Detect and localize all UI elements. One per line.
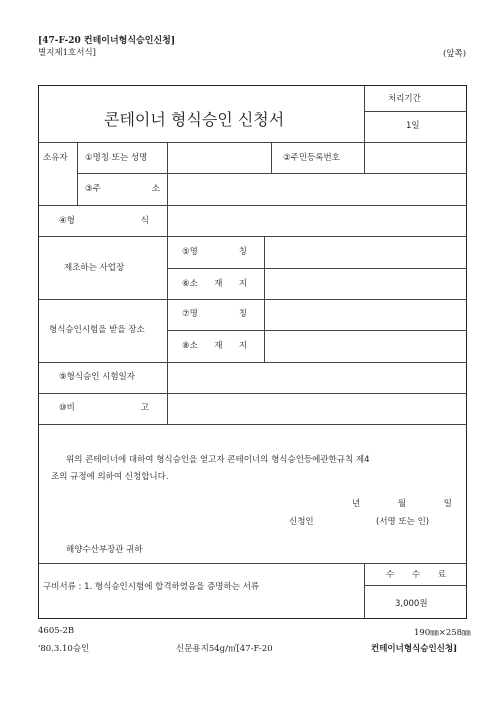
footer-form-name: 컨테이너형식승인신청] bbox=[371, 644, 458, 654]
owner-label: 소유자 bbox=[43, 153, 68, 163]
attachment-label: 별지제1호서식] bbox=[38, 48, 96, 58]
fee-label: 수 수 료 bbox=[386, 570, 446, 580]
form-code: [47-F-20 컨테이너형식승인신청] bbox=[38, 36, 176, 46]
date-line: 년 월 일 bbox=[352, 499, 452, 509]
divider bbox=[39, 362, 467, 363]
signature-label: (서명 또는 인) bbox=[376, 517, 430, 527]
reg-no-label: ②주민등록번호 bbox=[283, 153, 340, 163]
divider bbox=[39, 142, 467, 143]
address-label: ③주 소 bbox=[85, 184, 160, 194]
applicant-label: 신청인 bbox=[289, 517, 314, 527]
divider bbox=[39, 424, 467, 425]
divider bbox=[167, 330, 467, 331]
form-title: 콘테이너 형식승인 신청서 bbox=[104, 110, 285, 129]
divider bbox=[39, 563, 467, 564]
test-place-label: 형식승인시험을 받을 장소 bbox=[49, 325, 145, 335]
application-form bbox=[38, 85, 467, 619]
processing-period-value: 1일 bbox=[406, 121, 420, 131]
footer-paper: 신문용지54g/㎡[47-F-20 bbox=[176, 644, 273, 654]
maker-location-label: ⑥소 재 지 bbox=[182, 279, 247, 289]
maker-name-label: ⑤명 칭 bbox=[182, 247, 247, 257]
divider bbox=[364, 111, 467, 112]
divider bbox=[364, 86, 365, 142]
manufacturer-label: 제조하는 사업장 bbox=[64, 263, 125, 273]
divider bbox=[39, 236, 467, 237]
test-location-label: ⑧소 재 지 bbox=[182, 341, 247, 351]
divider bbox=[364, 563, 365, 619]
statement-line-1: 위의 콘테이너에 대하여 형식승인을 얻고자 콘테이너의 형식승인등에관한규칙 제4 bbox=[66, 455, 370, 465]
divider bbox=[364, 585, 467, 586]
test-name-label: ⑦명 칭 bbox=[182, 309, 247, 319]
divider bbox=[167, 142, 168, 424]
divider bbox=[271, 142, 272, 173]
remarks-label: ⑩비 고 bbox=[59, 403, 149, 413]
name-label: ①명칭 또는 성명 bbox=[85, 153, 148, 163]
divider bbox=[39, 393, 467, 394]
divider bbox=[77, 142, 78, 205]
required-documents: 구비서류 : 1. 형식승인시험에 합격하였음을 증명하는 서류 bbox=[43, 582, 260, 592]
fee-value: 3,000원 bbox=[395, 599, 428, 609]
divider bbox=[39, 205, 467, 206]
divider bbox=[77, 173, 467, 174]
type-label: ④형 식 bbox=[59, 216, 149, 226]
footer-code: 4605-2B bbox=[38, 626, 75, 636]
statement-line-2: 조의 규정에 의하여 신청합니다. bbox=[51, 472, 169, 482]
divider bbox=[39, 299, 467, 300]
divider bbox=[364, 142, 365, 173]
divider bbox=[264, 236, 265, 362]
page-side-label: (앞쪽) bbox=[443, 49, 467, 59]
divider bbox=[167, 268, 467, 269]
footer-size: 190㎜×258㎜ bbox=[414, 628, 471, 638]
test-date-label: ⑨형식승인 시험일자 bbox=[59, 372, 136, 382]
footer-approval-date: '80.3.10승인 bbox=[38, 644, 90, 654]
recipient: 해양수산부장관 귀하 bbox=[66, 545, 143, 555]
processing-period-label: 처리기간 bbox=[388, 94, 421, 104]
